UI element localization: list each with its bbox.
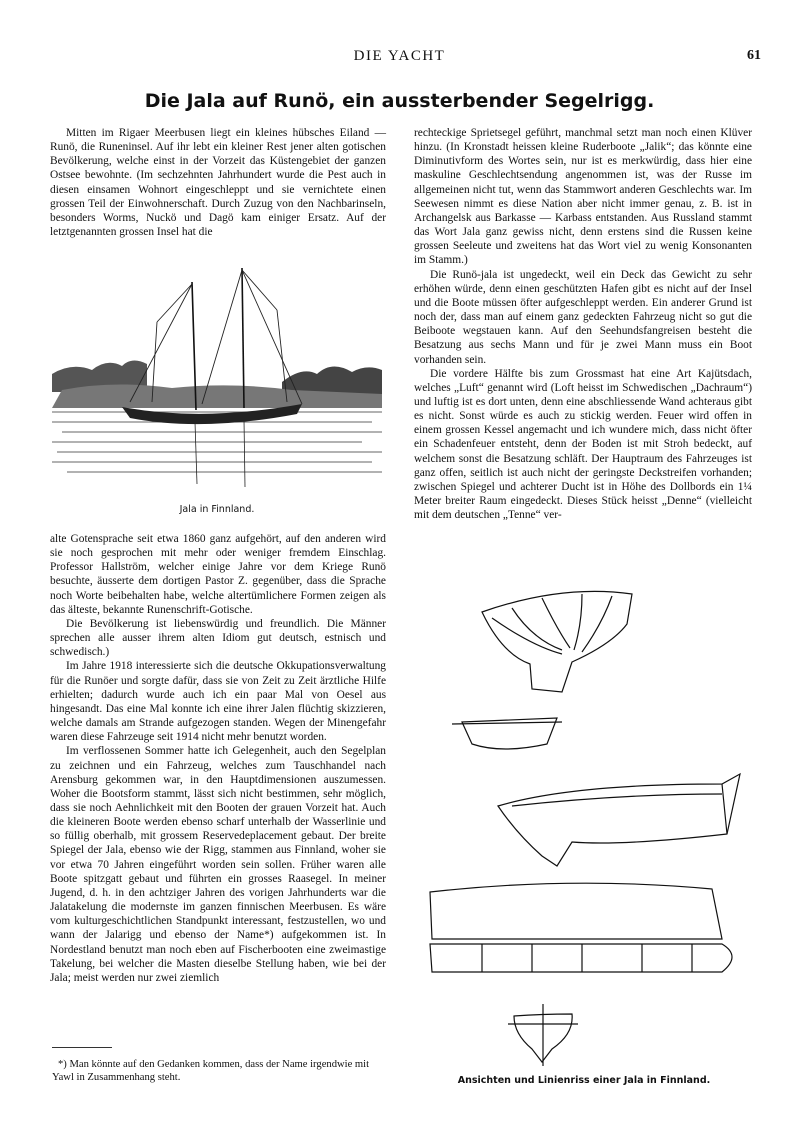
paragraph: Im verflossenen Sommer hatte ich Gelegenheit, auch den Segelplan zu zeichnen und ein Fahrzeug, welches zum Tauschhandel nach Arensburg gekommen war, in den Hauptdimensionen auszumessen. Woher die Bootsform stammt, lässt sich nicht bestimmen, sehr möglich, dass sie noch Aehnlichkeit mit den Booten der grauen Vorzeit hat. Auch die kleineren Boote werden ebenso scharf unterhalb der Wasserlinie und so füllig oberhalb, mit grossem Reservedeplacement gebaut. Der breite Spiegel der Jala, ebenso wie der Rigg, stammen aus Finnland, woher sie vor etwa 70 Jahren eingeführt worden sein sollen. Früher waren alle Boote spitzgatt gebaut und führten ein grosses Raasegel. In meiner Jugend, d. h. in den achtziger Jahren des vorigen Jahrhunderts war die Jalatakelung die modernste im ganzen finnischen Meerbusen. Es wäre vom kulturgeschichtlichen Standpunkt interessant, festzustellen, wo und wann der Jalarigg und ebenso der Name*) aufgekommen ist. In Nordestland benutzt man noch eben auf Fischerbooten eine zweimastige Takelung, bei welcher die Masten dieselbe Stellung haben, wie bei der Jala; meist werden nur zwei ziemlich [50, 745, 386, 984]
paragraph: Die Runö-jala ist ungedeckt, weil ein Deck das Gewicht zu sehr erhöhen würde, denn einen geschützten Hafen gibt es nicht auf der Insel und die Boote müssen öfter aufgeschleppt werden. Ein anderer Grund ist noch der, dass man auf einem ganz gedeckten Fahrzeug nicht so gut die Beiboote wegstauen kann. Auf den Seehundsfangreisen besteht die Besatzung aus sechs Mann und für je zwei Mann muss ein Boot vorhanden sein. [414, 268, 752, 366]
footnote: *) Man könnte auf den Gedanken kommen, dass der Name irgendwie mit Yawl in Zusammenhang steht. [52, 1059, 370, 1083]
paragraph: alte Gotensprache seit etwa 1860 ganz aufgehört, auf den anderen wird sie noch gesprochen mit mehr oder weniger fremdem Einschlag. Professor Hallström, welcher einige Jahre vor dem Kriege Runö besuchte, äusserte dem dortigen Pastor Z. gegenüber, dass die Sprache noch Worte beibehalten habe, welche altertümlichere Formen zeigen als das älteste, bekannte Runenschrift-Gotische. [50, 533, 386, 616]
paragraph: Die Bevölkerung ist liebenswürdig und freundlich. Die Männer sprechen alle ausser ihrem alten Idiom gut deutsch, estnisch und schwedisch.) [50, 617, 386, 659]
line-drawings-caption: Ansichten und Linienriss einer Jala in Finnland. [457, 1075, 711, 1086]
boat-line-drawings [422, 584, 754, 1074]
running-head: DIE YACHT [353, 48, 446, 64]
page-number: 61 [747, 48, 761, 63]
paragraph: Im Jahre 1918 interessierte sich die deutsche Okkupationsverwaltung für die Runöer und sorgte dafür, dass sie von Zeit zu Zeit ärztliche Hilfe erhielten; dadurch wurde auch ich ein paar Mal von Oesel aus hingesandt. Das eine Mal konnte ich eine ihrer Jalen flüchtig skizzieren, welche damals am Strande aufgezogen standen. Wegen der Minengefahr waren diese Fahrzeuge seit 1914 nicht mehr benutzt worden. [50, 660, 386, 744]
paragraph: Mitten im Rigaer Meerbusen liegt ein kleines hübsches Eiland — Runö, die Runeninsel. Auf ihr lebt ein kleiner Rest jener alten gotischen Bevölkerung, welche einst in der Vorzeit das Küstengebiet der ganzen Ostsee bewohnte. (Im sechzehnten Jahrhundert wurde die Pest auch in diesen einsamen Wohnort eingeschleppt und sie vernichtete einen grossen Teil der Einwohnerschaft. Durch Zuzug von den Nachbarinseln, besonders Worms, Nuckö und Dagö kam einiger Ersatz. Auf der letztgenannten grossen Insel hat die [50, 127, 386, 239]
footnote-rule [52, 1047, 112, 1048]
left-column-top [50, 126, 386, 239]
left-column-bottom [50, 532, 386, 985]
sailing-boat-photo [52, 262, 382, 492]
article-title: Die Jala auf Runö, ein aussterbender Segelrigg. [144, 90, 655, 112]
right-column [414, 126, 752, 522]
photo-caption: Jala in Finnland. [179, 504, 255, 515]
paragraph: Die vordere Hälfte bis zum Grossmast hat eine Art Kajütsdach, welches „Luft“ genannt wird (Loft heisst im Schwedischen „Dachraum“) und luftig ist es dort unten, denn eine abschliessende Wand achteraus gibt es nicht. Sonst würde es auch zu stickig werden. Feuer wird offen in einem grossen Kessel angemacht und ich wundere mich, dass nicht öfter ein Schadenfeuer entsteht, denn der Boden ist mit Stroh bedeckt, auf welchem sonst die Besatzung schläft. Der Hauptraum des Fahrzeuges ist ganz offen, seitlich ist auch nicht der geringste Deckstreifen vorhanden; zwischen Spiegel und achterer Ducht ist in Höhe des Dollbords ein 1¼ Meter breiter Raum eingedeckt. Dieses Stück heisst „Denne“ (vielleicht mit dem deutschen „Tenne“ ver- [414, 367, 752, 522]
paragraph: rechteckige Sprietsegel geführt, manchmal setzt man noch einen Klüver hinzu. (In Kronstadt heissen kleine Ruderboote „Jalik“; das könnte eine Diminutivform des Wortes sein, nur ist es merkwürdig, dass hier eine maskuline Geschlechtsendung angenommen ist, was der Russe im allgemeinen nicht tut, wenn das Stammwort anderen Geschlechts war. Im Seewesen nimmt es diese Nation aber nicht immer genau, z. B. ist in Archangelsk aus Barkasse — Karbass entstanden. Aus Russland stammt das Wort Jala ganz gewiss nicht, denn erstens sind die Russen keine grossen Seeleute und zweitens hat das Wort viel zu wenig Konsonanten im Stamm.) [414, 127, 752, 267]
